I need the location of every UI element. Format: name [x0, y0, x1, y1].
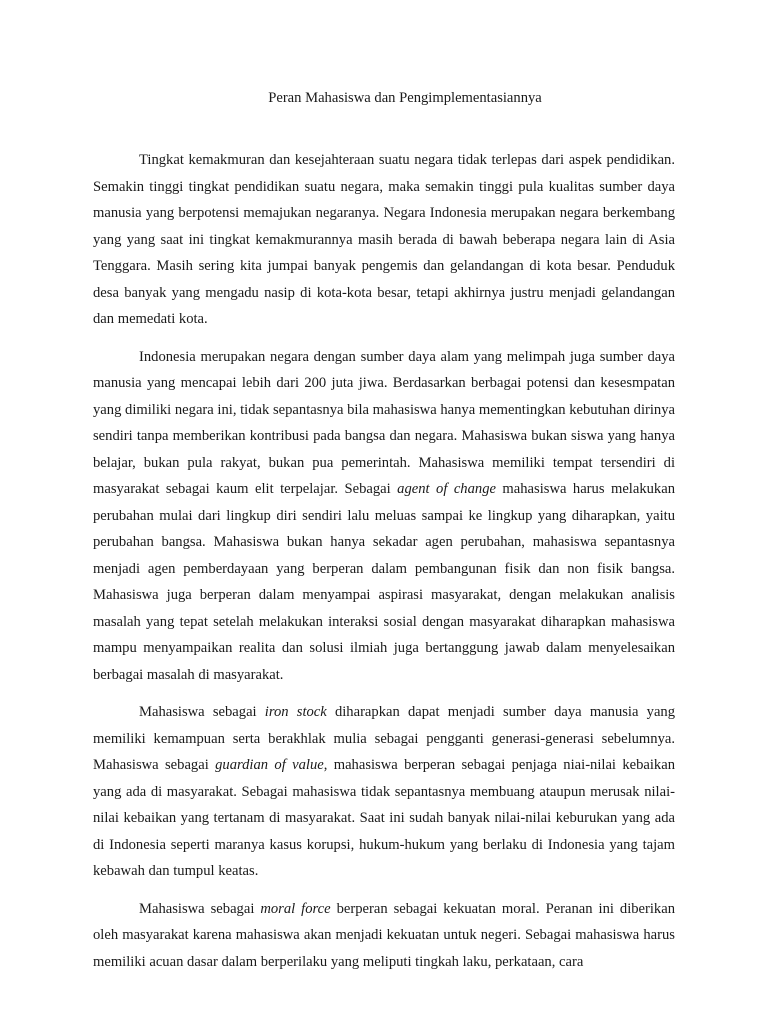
text-segment: Tingkat kemakmuran dan kesejahteraan suatu negara tidak terlepas dari aspek pendidikan. Semakin tinggi tingkat pendidikan suatu negara, maka semakin tinggi pula kualitas sumber daya manusia yang berpotensi memajukan negaranya. Negara Indonesia merupakan negara berkembang yang yang saat ini tingkat kemakmurannya masih berada di bawah beberapa negara lain di Asia Tenggara. Masih sering kita jumpai banyak pengemis dan gelandangan di kota besar. Penduduk desa banyak yang mengadu nasip di kota-kota besar, tetapi akhirnya justru menjadi gelandangan dan memedati kota.: [93, 152, 675, 327]
paragraph-3: [93, 699, 675, 885]
text-segment: diharapkan dapat menjadi sumber daya manusia yang memiliki kemampuan serta berakhlak mulia sebagai pengganti generasi-generasi sebelumnya. Mahasiswa sebagai: [93, 704, 676, 773]
text-segment: , mahasiswa berperan sebagai penjaga niai-nilai kebaikan yang ada di masyarakat. Sebagai mahasiswa tidak sepantasnya membuang ataupun merusak nilai-nilai kebaikan yang tertanam di masyarakat. Saat ini sudah banyak nilai-nilai keburukan yang ada di Indonesia seperti maranya kasus korupsi, hukum-hukum yang berlaku di Indonesia yang tajam kebawah dan tumpul keatas.: [93, 757, 676, 879]
document-body: [93, 147, 675, 975]
paragraph-4: [93, 896, 675, 976]
text-segment: Mahasiswa sebagai: [139, 900, 261, 917]
italic-term: moral force: [260, 900, 331, 917]
italic-term: iron stock: [264, 704, 327, 720]
text-segment: mahasiswa harus melakukan perubahan mulai dari lingkup diri sendiri lalu meluas sampai ke lingkup yang diharapkan, yaitu perubahan bangsa. Mahasiswa bukan hanya sekadar agen perubahan, mahasiswa sepantasnya menjadi agen pemberdayaan yang berperan dalam pembangunan fisik dan non fisik bangsa. Mahasiswa juga berperan dalam menyampai aspirasi masyarakat, dengan melakukan analisis masalah yang tepat setelah melakukan interaksi sosial dengan masyarakat diharapkan mahasiswa mampu menyampaikan realita dan solusi ilmiah juga bertanggung jawab dalam menyelesaikan berbagai masalah di masyarakat.: [93, 481, 675, 683]
document-title: Peran Mahasiswa dan Pengimplementasiannya: [268, 90, 542, 106]
paragraph-2: [93, 344, 675, 689]
text-segment: Mahasiswa sebagai: [139, 704, 265, 720]
paragraph-1: [93, 147, 675, 333]
text-segment: berperan sebagai kekuatan moral. Peranan ini diberikan oleh masyarakat karena mahasiswa akan menjadi kekuatan untuk negeri. Sebagai mahasiswa harus memiliki acuan dasar dalam berperilaku yang meliputi tingkah laku, perkataan, cara: [93, 900, 676, 970]
italic-term: agent of change: [397, 481, 496, 497]
italic-term: guardian of value: [215, 757, 324, 773]
text-segment: Indonesia merupakan negara dengan sumber daya alam yang melimpah juga sumber daya manusia yang mencapai lebih dari 200 juta jiwa. Berdasarkan berbagai potensi dan kesesmpatan yang dimiliki negara ini, tidak sepantasnya bila mahasiswa hanya mementingkan kebutuhan dirinya sendiri tanpa memberikan kontribusi pada bangsa dan negara. Mahasiswa bukan siswa yang hanya belajar, bukan pula rakyat, bukan pua pemerintah. Mahasiswa memiliki tempat tersendiri di masyarakat sebagai kaum elit terpelajar. Sebagai: [93, 348, 675, 497]
